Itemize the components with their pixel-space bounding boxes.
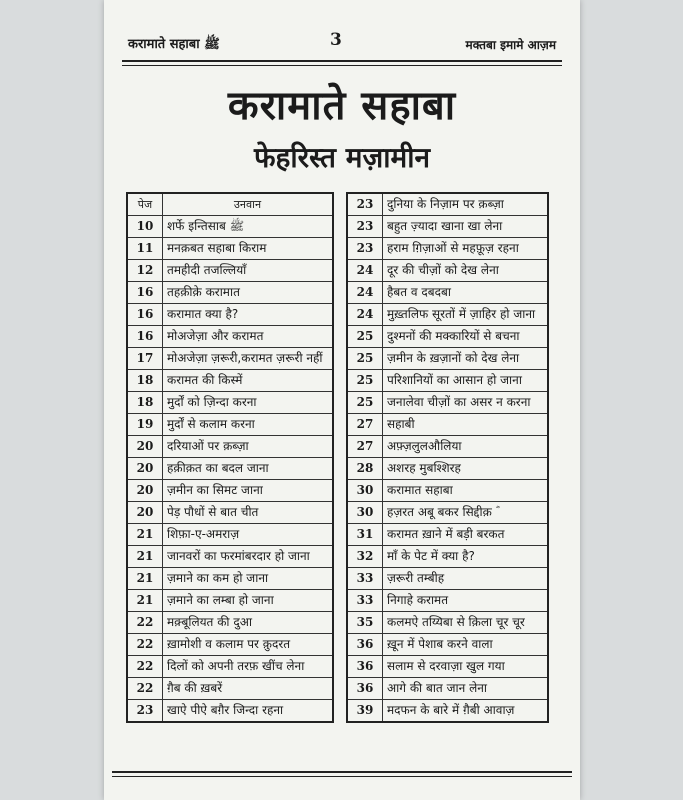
toc-row [127,238,333,260]
toc-row [127,304,333,326]
toc-page-number: 18 [127,392,163,414]
toc-page-number: 21 [127,524,163,546]
toc-row [347,348,548,370]
toc-row [347,612,548,634]
toc-row [127,282,333,304]
toc-row [347,282,548,304]
toc-row [127,370,333,392]
toc-row [127,612,333,634]
toc-entry-title: सहाबी [383,414,549,436]
toc-page-number: 31 [347,524,383,546]
toc-entry-title: ज़मीन का सिमट जाना [163,480,334,502]
toc-page-number: 19 [127,414,163,436]
toc-page-number: 39 [347,700,383,723]
toc-page-number: 23 [347,238,383,260]
toc-page-number: 12 [127,260,163,282]
toc-row [127,216,333,238]
toc-page-number: 22 [127,634,163,656]
toc-entry-title: माँ के पेट में क्या है? [383,546,549,568]
toc-row [347,326,548,348]
toc-page-number: 22 [127,678,163,700]
toc-entry-title: मुख़्तलिफ सूरतों में ज़ाहिर हो जाना [383,304,549,326]
toc-entry-title: अशरह मुबश्शिरह [383,458,549,480]
toc-page-number: 21 [127,568,163,590]
toc-row [127,414,333,436]
toc-entry-title: निगाहे करामत [383,590,549,612]
toc-entry-title: कलमऐ तय्यिबा से क़िला चूर चूर [383,612,549,634]
toc-page-number: 24 [347,260,383,282]
toc-entry-title: सलाम से दरवाज़ा खुल गया [383,656,549,678]
header-publisher: मक्तबा इमामे आज़म [465,38,556,52]
toc-page-number: 16 [127,282,163,304]
toc-entry-title: बहुत ज़्यादा खाना खा लेना [383,216,549,238]
toc-page-number: 21 [127,590,163,612]
toc-page-number: 36 [347,656,383,678]
toc-row [347,436,548,458]
toc-entry-title: ज़माने का लम्बा हो जाना [163,590,334,612]
toc-row [347,392,548,414]
toc-page-number: 30 [347,502,383,524]
toc-page-number: 25 [347,326,383,348]
toc-row [347,458,548,480]
toc-entry-title: करामात सहाबा [383,480,549,502]
toc-entry-title: ज़माने का कम हो जाना [163,568,334,590]
toc-row [347,678,548,700]
toc-page-number: 22 [127,656,163,678]
toc-row [347,414,548,436]
toc-row [347,700,548,723]
toc-page-number: 27 [347,436,383,458]
toc-row [347,304,548,326]
toc-entry-title: खाऐ पीऐ बग़ैर जिन्दा रहना [163,700,334,723]
toc-row [347,193,548,216]
toc-page-number: 11 [127,238,163,260]
header-rule-thin [122,65,562,66]
toc-entry-title: आगे की बात जान लेना [383,678,549,700]
toc-page-number: 20 [127,480,163,502]
toc-row [127,656,333,678]
toc-row [127,348,333,370]
toc-entry-title: शर्फे इन्तिसाब ﷺ [163,216,334,238]
toc-table-right [346,192,549,723]
toc-entry-title: ख़ामोशी व कलाम पर क़ुदरत [163,634,334,656]
toc-entry-title: दुनिया के निज़ाम पर क़ब्ज़ा [383,193,549,216]
toc-entry-title: ख़ून में पेशाब करने वाला [383,634,549,656]
toc-entry-title: करामत ख़ाने में बड़ी बरकत [383,524,549,546]
toc-entry-title: हैबत व दबदबा [383,282,549,304]
toc-row [127,392,333,414]
toc-page-number: 23 [347,216,383,238]
column-header-title: उनवान [163,193,334,216]
toc-row [347,502,548,524]
running-header [104,0,580,64]
toc-entry-title: तमहीदी तजल्लियाँ [163,260,334,282]
toc-page-number: 32 [347,546,383,568]
toc-page-number: 24 [347,282,383,304]
toc-entry-title: मक़्बूलियत की दुआ [163,612,334,634]
toc-entry-title: मदफन के बारे में ग़ैबी आवाज़ [383,700,549,723]
toc-entry-title: मुर्दों से कलाम करना [163,414,334,436]
toc-row [347,656,548,678]
toc-page-number: 27 [347,414,383,436]
toc-row [127,524,333,546]
toc-row [347,370,548,392]
page-subtitle: फेहरिस्त मज़ामीन [253,141,431,174]
toc-entry-title: शिफ़ा-ए-अमराज़ [163,524,334,546]
toc-row [127,458,333,480]
toc-page-number: 25 [347,392,383,414]
page-title: करामाते सहाबा [227,83,457,129]
toc-entry-title: दरियाओं पर क़ब्ज़ा [163,436,334,458]
toc-entry-title: ज़मीन के ख़ज़ानों को देख लेना [383,348,549,370]
page-number: 3 [330,30,342,50]
toc-entry-title: जनालेवा चीज़ों का असर न करना [383,392,549,414]
toc-page-number: 10 [127,216,163,238]
toc-row [127,436,333,458]
toc-row [127,326,333,348]
toc-entry-title: मोअजेज़ा ज़रूरी,करामत ज़रूरी नहीं [163,348,334,370]
header-book-title: करामाते सहाबा ﷺ [128,37,220,52]
toc-page-number: 36 [347,634,383,656]
toc-page-number: 22 [127,612,163,634]
toc-page-number: 28 [347,458,383,480]
toc-entry-title: दूर की चीज़ों को देख लेना [383,260,549,282]
toc-page-number: 33 [347,590,383,612]
toc-entry-title: मनक़बत सहाबा किराम [163,238,334,260]
toc-header-row [127,193,333,216]
toc-page-number: 36 [347,678,383,700]
toc-page-number: 21 [127,546,163,568]
toc-row [347,480,548,502]
toc-row [127,634,333,656]
toc-entry-title: तहक़ीक़े करामात [163,282,334,304]
toc-page-number: 16 [127,304,163,326]
toc-page-number: 20 [127,436,163,458]
toc-entry-title: हराम ग़िज़ाओं से महफ़ूज़ रहना [383,238,549,260]
toc-page-number: 30 [347,480,383,502]
book-page [104,0,580,800]
footer-rule [112,771,572,773]
toc-row [127,502,333,524]
toc-row [347,634,548,656]
toc-page-number: 20 [127,458,163,480]
toc-row [347,590,548,612]
header-rule [122,60,562,62]
toc-page-number: 25 [347,348,383,370]
toc-table-left [126,192,334,723]
toc-entry-title: करामत की किस्में [163,370,334,392]
toc-page-number: 23 [127,700,163,723]
toc-page-number: 24 [347,304,383,326]
toc-page-number: 35 [347,612,383,634]
toc-entry-title: दुश्मनों की मक्कारियों से बचना [383,326,549,348]
toc-row [347,216,548,238]
toc-entry-title: परिशानियों का आसान हो जाना [383,370,549,392]
toc-row [127,546,333,568]
toc-row [347,238,548,260]
toc-page-number: 16 [127,326,163,348]
toc-row [347,524,548,546]
toc-entry-title: मोअजेज़ा और करामत [163,326,334,348]
footer-rule-thin [112,776,572,777]
toc-page-number: 17 [127,348,163,370]
toc-entry-title: पेड़ पौधों से बात चीत [163,502,334,524]
toc-row [127,480,333,502]
toc-entry-title: अफ़्ज़लुलऔलिया [383,436,549,458]
column-header-page: पेज [127,193,163,216]
toc-row [347,260,548,282]
toc-entry-title: ग़ैब की ख़बरें [163,678,334,700]
toc-entry-title: ज़रूरी तम्बीह [383,568,549,590]
toc-entry-title: हज़रत अबू बकर सिद्दीक़ ؓ [383,502,549,524]
toc-row [347,568,548,590]
toc-page-number: 33 [347,568,383,590]
toc-entry-title: जानवरों का फरमांबरदार हो जाना [163,546,334,568]
toc-row [347,546,548,568]
toc-row [127,590,333,612]
toc-page-number: 25 [347,370,383,392]
toc-entry-title: हक़ीक़त का बदल जाना [163,458,334,480]
toc-entry-title: मुर्दों को ज़िन्दा करना [163,392,334,414]
toc-page-number: 23 [347,193,383,216]
toc-row [127,678,333,700]
toc-row [127,700,333,723]
toc-row [127,568,333,590]
toc-entry-title: करामात क्या है? [163,304,334,326]
toc-row [127,260,333,282]
toc-entry-title: दिलों को अपनी तरफ़ खींच लेना [163,656,334,678]
toc-page-number: 20 [127,502,163,524]
toc-page-number: 18 [127,370,163,392]
